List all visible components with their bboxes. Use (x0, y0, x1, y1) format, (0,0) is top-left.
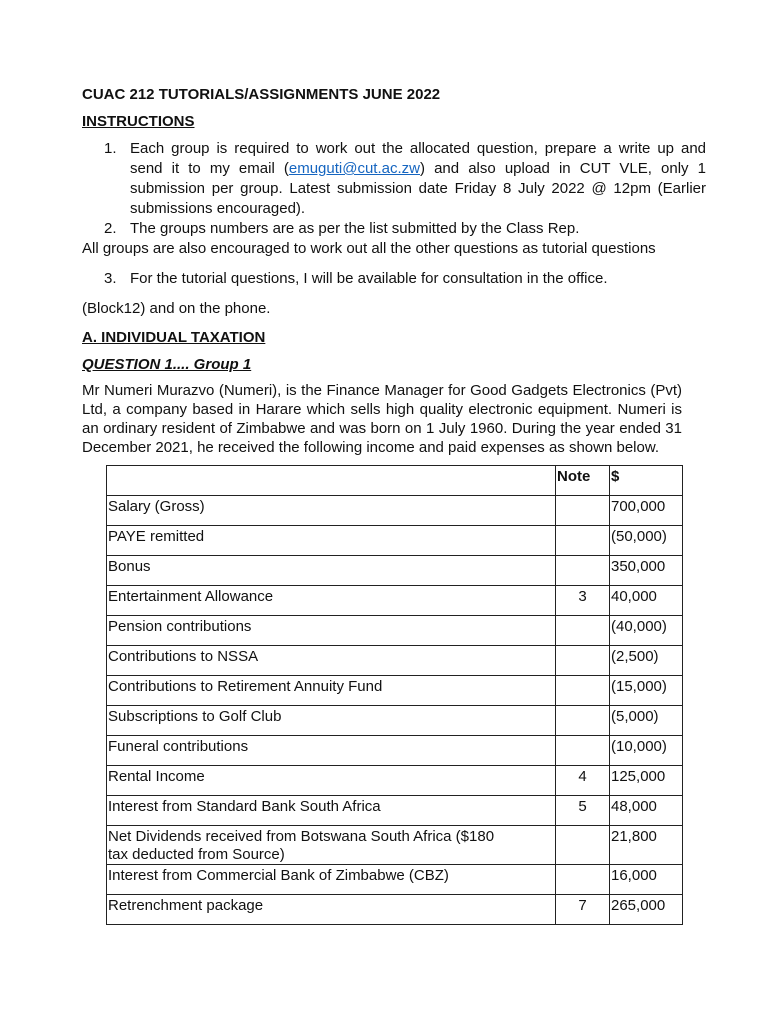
text: ) and also upload in CUT VLE, only 1 (420, 160, 706, 177)
cell-amount: 40,000 (610, 586, 683, 616)
cell-note (556, 736, 610, 766)
item-1-line: submissions encouraged). (130, 200, 306, 217)
item-2-text: The groups numbers are as per the list submitted by the Class Rep. (130, 220, 580, 237)
item-2-number: 2. (104, 220, 117, 237)
block-note: (Block12) and on the phone. (82, 300, 271, 317)
cell-item: Bonus (107, 556, 556, 586)
cell-item: Contributions to Retirement Annuity Fund (107, 676, 556, 706)
cell-note: 7 (556, 895, 610, 925)
text: send it to my email ( (130, 160, 289, 177)
cell-amount: 350,000 (610, 556, 683, 586)
cell-amount: 16,000 (610, 865, 683, 895)
cell-amount: 21,800 (610, 826, 683, 865)
cell-amount: (10,000) (610, 736, 683, 766)
item-1-number: 1. (104, 140, 117, 157)
table-row (107, 646, 683, 676)
cell-note (556, 826, 610, 865)
instructions-heading: INSTRUCTIONS (82, 113, 195, 130)
instruction-item-3 (82, 269, 706, 289)
cell-amount: (50,000) (610, 526, 683, 556)
income-expenses-table (106, 465, 683, 925)
cell-amount: 48,000 (610, 796, 683, 826)
table-row (107, 526, 683, 556)
item-3-number: 3. (104, 270, 117, 287)
cell-item: Interest from Commercial Bank of Zimbabwe (CBZ) (107, 865, 556, 895)
cell-note (556, 646, 610, 676)
header-item (107, 466, 556, 496)
cell-item: Retrenchment package (107, 895, 556, 925)
item-1-line: Each group is required to work out the allocated question, prepare a write up and (130, 140, 706, 157)
table-row (107, 766, 683, 796)
instruction-item-1 (82, 139, 706, 219)
cell-amount: (5,000) (610, 706, 683, 736)
document-title: CUAC 212 TUTORIALS/ASSIGNMENTS JUNE 2022 (82, 86, 441, 103)
paragraph-line: Mr Numeri Murazvo (Numeri), is the Finance Manager for Good Gadgets Electronics (Pvt) (82, 382, 682, 399)
cell-amount: (40,000) (610, 616, 683, 646)
cell-item: Contributions to NSSA (107, 646, 556, 676)
table-row (107, 676, 683, 706)
table-row (107, 616, 683, 646)
cell-item: Net Dividends received from Botswana South Africa ($180 tax deducted from Source) (107, 826, 556, 865)
email-link[interactable]: emuguti@cut.ac.zw (288, 160, 420, 177)
table-row (107, 895, 683, 925)
cell-amount: 700,000 (610, 496, 683, 526)
cell-note: 4 (556, 766, 610, 796)
cell-note (556, 496, 610, 526)
item-3-text: For the tutorial questions, I will be available for consultation in the office. (130, 270, 608, 287)
table-row (107, 796, 683, 826)
cell-item: Rental Income (107, 766, 556, 796)
cell-note (556, 556, 610, 586)
section-a-heading: A. INDIVIDUAL TAXATION (82, 329, 266, 346)
table-row (107, 586, 683, 616)
cell-amount: 265,000 (610, 895, 683, 925)
paragraph-line: December 2021, he received the following income and paid expenses as shown below. (82, 439, 660, 456)
cell-item: Salary (Gross) (107, 496, 556, 526)
cell-note (556, 526, 610, 556)
table-row (107, 736, 683, 766)
cell-note: 5 (556, 796, 610, 826)
item-1-line (130, 159, 706, 179)
cell-item: PAYE remitted (107, 526, 556, 556)
table-header-row (107, 466, 683, 496)
table-row (107, 556, 683, 586)
table-row (107, 865, 683, 895)
item-1-line: submission per group. Latest submission date Friday 8 July 2022 @ 12pm (Earlier (130, 180, 706, 197)
document-body (82, 86, 706, 925)
cell-note (556, 706, 610, 736)
question-paragraph (82, 381, 682, 457)
all-groups-note: All groups are also encouraged to work out all the other questions as tutorial questions (82, 240, 656, 257)
cell-item: Interest from Standard Bank South Africa (107, 796, 556, 826)
table-row (107, 826, 683, 865)
cell-item: Entertainment Allowance (107, 586, 556, 616)
paragraph-line: Ltd, a company based in Harare which sells high quality electronic equipment. Numeri is (82, 401, 682, 418)
cell-note (556, 616, 610, 646)
cell-note (556, 676, 610, 706)
table-row (107, 496, 683, 526)
cell-amount: (2,500) (610, 646, 683, 676)
header-amount: $ (610, 466, 683, 496)
paragraph-line: an ordinary resident of Zimbabwe and was born on 1 July 1960. During the year ended 31 (82, 420, 682, 437)
header-note: Note (556, 466, 610, 496)
cell-amount: (15,000) (610, 676, 683, 706)
cell-item: Pension contributions (107, 616, 556, 646)
cell-item: Subscriptions to Golf Club (107, 706, 556, 736)
table-row (107, 706, 683, 736)
cell-note (556, 865, 610, 895)
instruction-item-2 (82, 219, 706, 239)
cell-amount: 125,000 (610, 766, 683, 796)
cell-note: 3 (556, 586, 610, 616)
question-1-heading: QUESTION 1.... Group 1 (82, 356, 252, 373)
cell-item: Funeral contributions (107, 736, 556, 766)
